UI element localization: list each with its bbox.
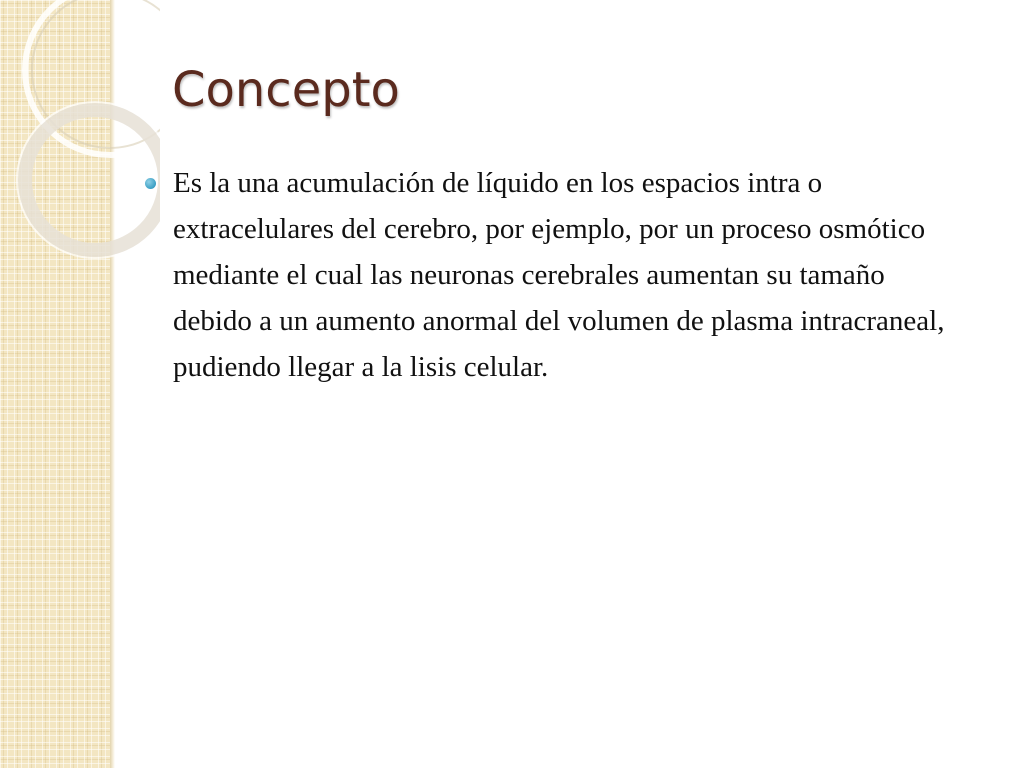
bullet-item bbox=[145, 160, 955, 390]
bullet-text: Es la una acumulación de líquido en los espacios intra o extracelulares del cerebro, por ejemplo, por un proceso osmótico mediante el cual las neuronas cerebrales aumentan su tamaño debido a un aumento anormal del volumen de plasma intracraneal, pudiendo llegar a la lisis celular. bbox=[173, 167, 945, 383]
decorative-rings-icon bbox=[0, 0, 160, 260]
slide-title: Concepto bbox=[172, 62, 400, 118]
bullet-dot-icon bbox=[145, 178, 156, 189]
slide-body bbox=[145, 160, 955, 390]
